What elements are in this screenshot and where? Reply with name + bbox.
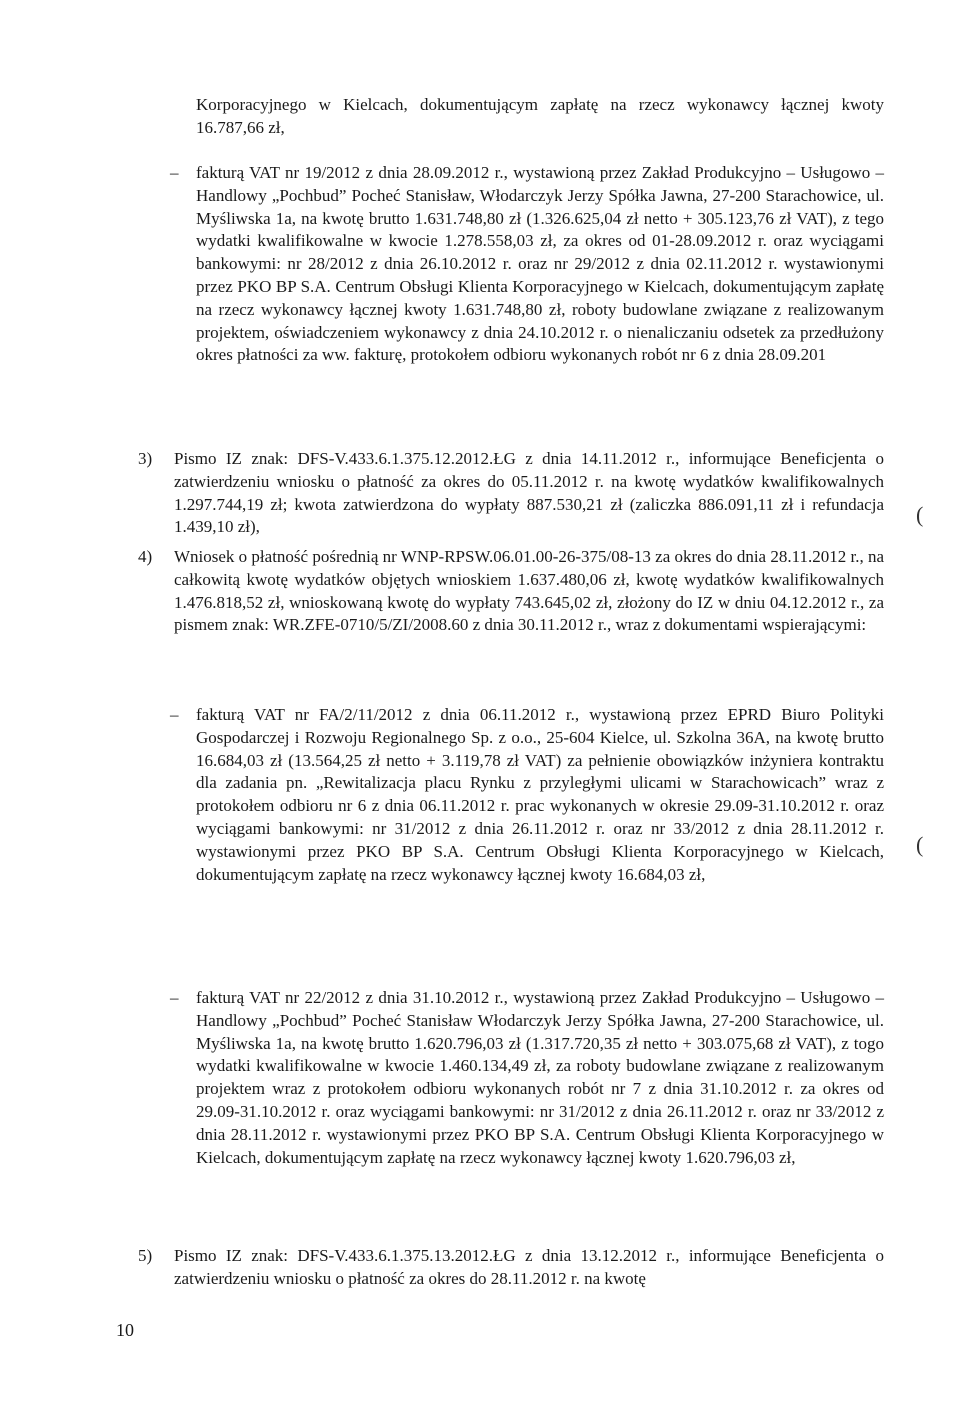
list-item-text: Pismo IZ znak: DFS-V.433.6.1.375.12.2012.ŁG z dnia 14.11.2012 r., informujące Beneficjenta o zatwierdzeniu wniosku o płatność za okres do 05.11.2012 r. na kwotę wydatków kwalifikowalnych 1.297.744,19 zł; kwota zatwierdzona do wypłaty 887.530,21 zł (zaliczka 886.091,11 zł i refundacja 1.439,10 zł), <box>174 449 884 537</box>
invoice-22-paragraph: fakturą VAT nr 22/2012 z dnia 31.10.2012 r., wystawioną przez Zakład Produkcyjno – Usługowo – Handlowy „Pochbud” Pocheć Stanisław Włodarczyk Jerzy Spółka Jawna, 27-200 Starachowice, ul. Myśliwska 1a, na kwotę brutto 1.620.796,03 zł (1.317.720,35 zł netto + 303.075,68 zł VAT), z togo wydatki kwalifikowalne w kwocie 1.460.134,49 zł, za roboty budowlane związane z realizowanym projektem wraz z protokołem odbioru wykonanych robót nr 7 z dnia 31.10.2012 r. za okres od 29.09-31.10.2012 r. oraz wyciągami bankowymi: nr 31/2012 z dnia 26.11.2012 r. oraz nr 33/2012 z dnia 28.11.2012 r. wystawionymi przez PKO BP S.A. Centrum Obsługi Klienta Korporacyjnego w Kielcach, dokumentującym zapłatę na rzecz wykonawcy łącznej kwoty 1.620.796,03 zł, <box>196 988 884 1167</box>
list-number: 4) <box>138 547 153 566</box>
list-item-text: Pismo IZ znak: DFS-V.433.6.1.375.13.2012.ŁG z dnia 13.12.2012 r., informujące Beneficjenta o zatwierdzeniu wniosku o płatność za okres do 28.11.2012 r. na kwotę <box>174 1246 884 1288</box>
list-number: 5) <box>138 1246 153 1265</box>
bullet-dash: – <box>170 705 179 724</box>
margin-mark: ( <box>916 502 924 527</box>
list-item-text: Wniosek o płatność pośrednią nr WNP-RPSW.06.01.00-26-375/08-13 za okres do dnia 28.11.2012 r., na całkowitą kwotę wydatków objętych wnioskiem 1.637.480,06 zł, kwotę wydatków kwalifikowalnych 1.476.818,52 zł, wnioskowaną kwotę do wypłaty 743.645,02 zł, złożony do IZ w dniu 04.12.2012 r., za pismem znak: WR.ZFE-0710/5/ZI/2008.60 z dnia 30.11.2012 r., wraz z dokumentami wspierającymi: <box>174 547 884 635</box>
invoice-19-paragraph: fakturą VAT nr 19/2012 z dnia 28.09.2012 r., wystawioną przez Zakład Produkcyjno – Usługowo – Handlowy „Pochbud” Pocheć Stanisław, Włodarczyk Jerzy Spółka Jawna, 27-200 Starachowice, ul. Myśliwska 1a, na kwotę brutto 1.631.748,80 zł (1.326.625,04 zł netto + 305.123,76 zł VAT), z tego wydatki kwalifikowalne w kwocie 1.278.558,03 zł, za okres od 01-28.09.2012 r. oraz wyciągami bankowymi: nr 28/2012 z dnia 26.10.2012 r. oraz nr 29/2012 z dnia 02.11.2012 r. wystawionymi przez PKO BP S.A. Centrum Obsługi Klienta Korporacyjnego w Kielcach, dokumentującym zapłatę na rzecz wykonawcy łącznej kwoty 1.631.748,80 zł, roboty budowlane związane z realizowanym projektem, oświadczeniem wykonawcy z dnia 24.10.2012 r. o nienaliczaniu odsetek za przedłużony okres płatności za ww. fakturę, protokołem odbioru wykonanych robót nr 6 z dnia 28.09.201 <box>196 163 884 365</box>
page-number: 10 <box>116 1320 134 1340</box>
margin-mark: ( <box>916 832 924 857</box>
bullet-dash: – <box>170 163 179 182</box>
invoice-fa-paragraph: fakturą VAT nr FA/2/11/2012 z dnia 06.11.2012 r., wystawioną przez EPRD Biuro Polityki Gospodarczej i Rozwoju Regionalnego Sp. z o.o., 25-604 Kielce, ul. Szkolna 36A, na kwotę brutto 16.684,03 zł (13.564,25 zł netto + 3.119,78 zł VAT) za pełnienie obowiązków inżyniera kontraktu dla zadania pn. „Rewitalizacja placu Rynku z przyległymi ulicami w Starachowicach” wraz z protokołem odbioru nr 6 z dnia 06.11.2012 r. prac wykonanych w okresie 29.09-31.10.2012 r. oraz wyciągami bankowymi: nr 31/2012 z dnia 26.11.2012 r. oraz nr 33/2012 z dnia 28.11.2012 r. wystawionymi przez PKO BP S.A. Centrum Obsługi Klienta Korporacyjnego w Kielcach, dokumentującym zapłatę na rzecz wykonawcy łącznej kwoty 16.684,03 zł, <box>196 705 884 884</box>
list-number: 3) <box>138 449 153 468</box>
bullet-dash: – <box>170 988 179 1007</box>
continuation-paragraph: Korporacyjnego w Kielcach, dokumentującym zapłatę na rzecz wykonawcy łącznej kwoty 16.787,66 zł, <box>196 95 884 137</box>
